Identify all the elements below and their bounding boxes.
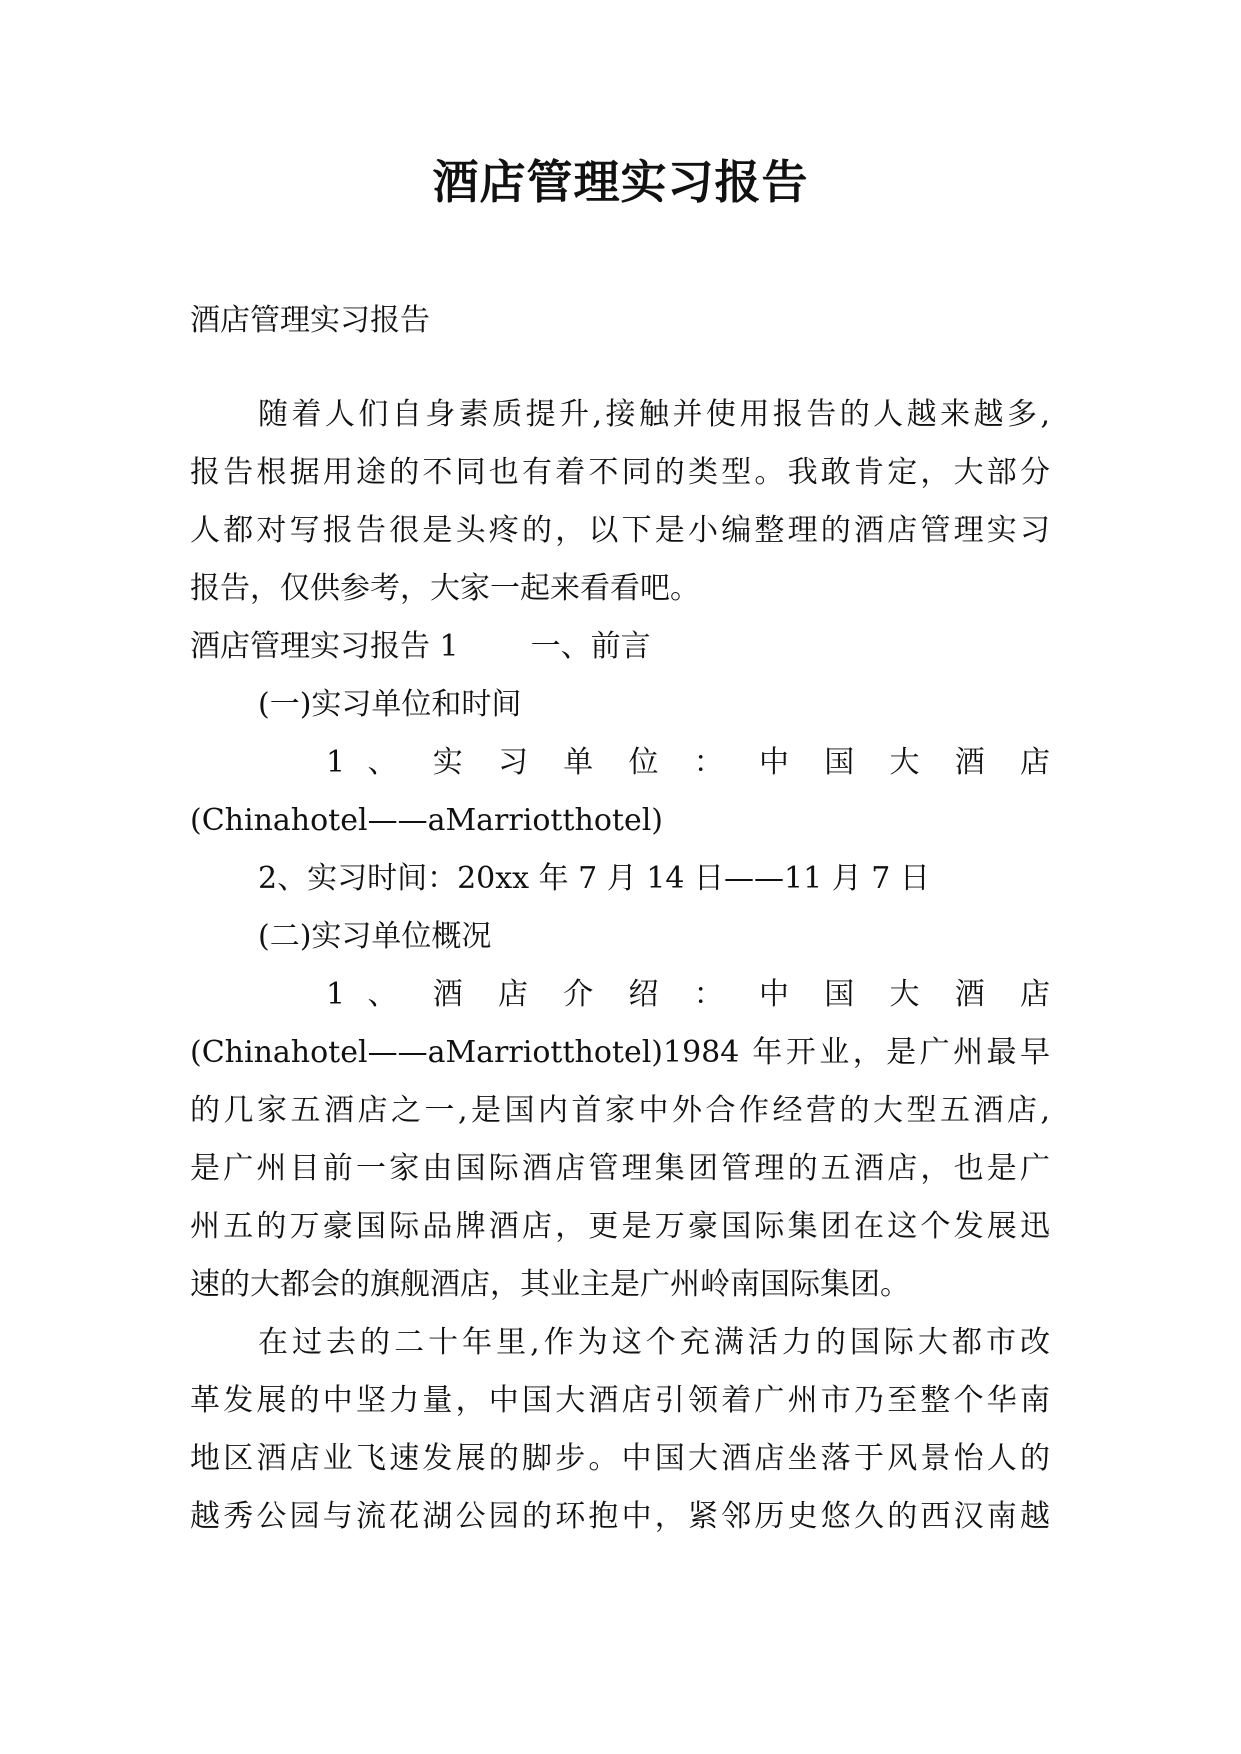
intro-line: 报告根据用途的不同也有着不同的类型。我敢肯定，大部分	[190, 455, 1050, 490]
document-title: 酒店管理实习报告	[432, 155, 809, 209]
document-body	[190, 292, 1050, 1546]
history-paragraph	[190, 1314, 1050, 1546]
unit-line: 1 、 实 习 单 位 ： 中 国 大 酒 店	[326, 745, 1050, 780]
paragraph-line: (Chinahotel——aMarriotthotel)1984 年开业，是广州最早	[190, 1035, 1050, 1070]
intro-paragraph	[190, 386, 1050, 618]
section-heading: 酒店管理实习报告 1	[190, 629, 459, 664]
time-line: 2、实习时间：20xx 年 7 月 14 日——11 月 7 日	[258, 861, 930, 896]
preface-heading: 一、前言	[530, 629, 651, 664]
document-subtitle: 酒店管理实习报告	[190, 303, 430, 338]
unit-line-continued: (Chinahotel——aMarriotthotel)	[190, 803, 663, 838]
intro-line: 人都对写报告很是头疼的，以下是小编整理的酒店管理实习	[190, 513, 1050, 548]
paragraph-line: 速的大都会的旗舰酒店，其业主是广州岭南国际集团。	[190, 1267, 910, 1302]
subsection-heading: (二)实习单位概况	[258, 919, 492, 954]
paragraph-line: 在过去的二十年里,作为这个充满活力的国际大都市改	[258, 1325, 1050, 1360]
paragraph-line: 州五的万豪国际品牌酒店，更是万豪国际集团在这个发展迅	[190, 1209, 1050, 1244]
subsection-heading: (一)实习单位和时间	[258, 687, 522, 722]
paragraph-line: 革发展的中坚力量，中国大酒店引领着广州市乃至整个华南	[190, 1383, 1050, 1418]
paragraph-line: 越秀公园与流花湖公园的环抱中，紧邻历史悠久的西汉南越	[190, 1499, 1050, 1534]
paragraph-line: 地区酒店业飞速发展的脚步。中国大酒店坐落于风景怡人的	[190, 1441, 1050, 1476]
spacer	[190, 350, 1050, 386]
hotel-intro-line: 1 、 酒 店 介 绍 ： 中 国 大 酒 店	[326, 977, 1050, 1012]
paragraph-line: 的几家五酒店之一,是国内首家中外合作经营的大型五酒店,	[190, 1093, 1050, 1128]
intro-line: 报告，仅供参考，大家一起来看看吧。	[190, 571, 700, 606]
paragraph-line: 是广州目前一家由国际酒店管理集团管理的五酒店，也是广	[190, 1151, 1050, 1186]
section-heading-row	[190, 618, 1050, 676]
intro-line: 随着人们自身素质提升,接触并使用报告的人越来越多,	[258, 397, 1050, 432]
hotel-intro-paragraph	[190, 1024, 1050, 1314]
